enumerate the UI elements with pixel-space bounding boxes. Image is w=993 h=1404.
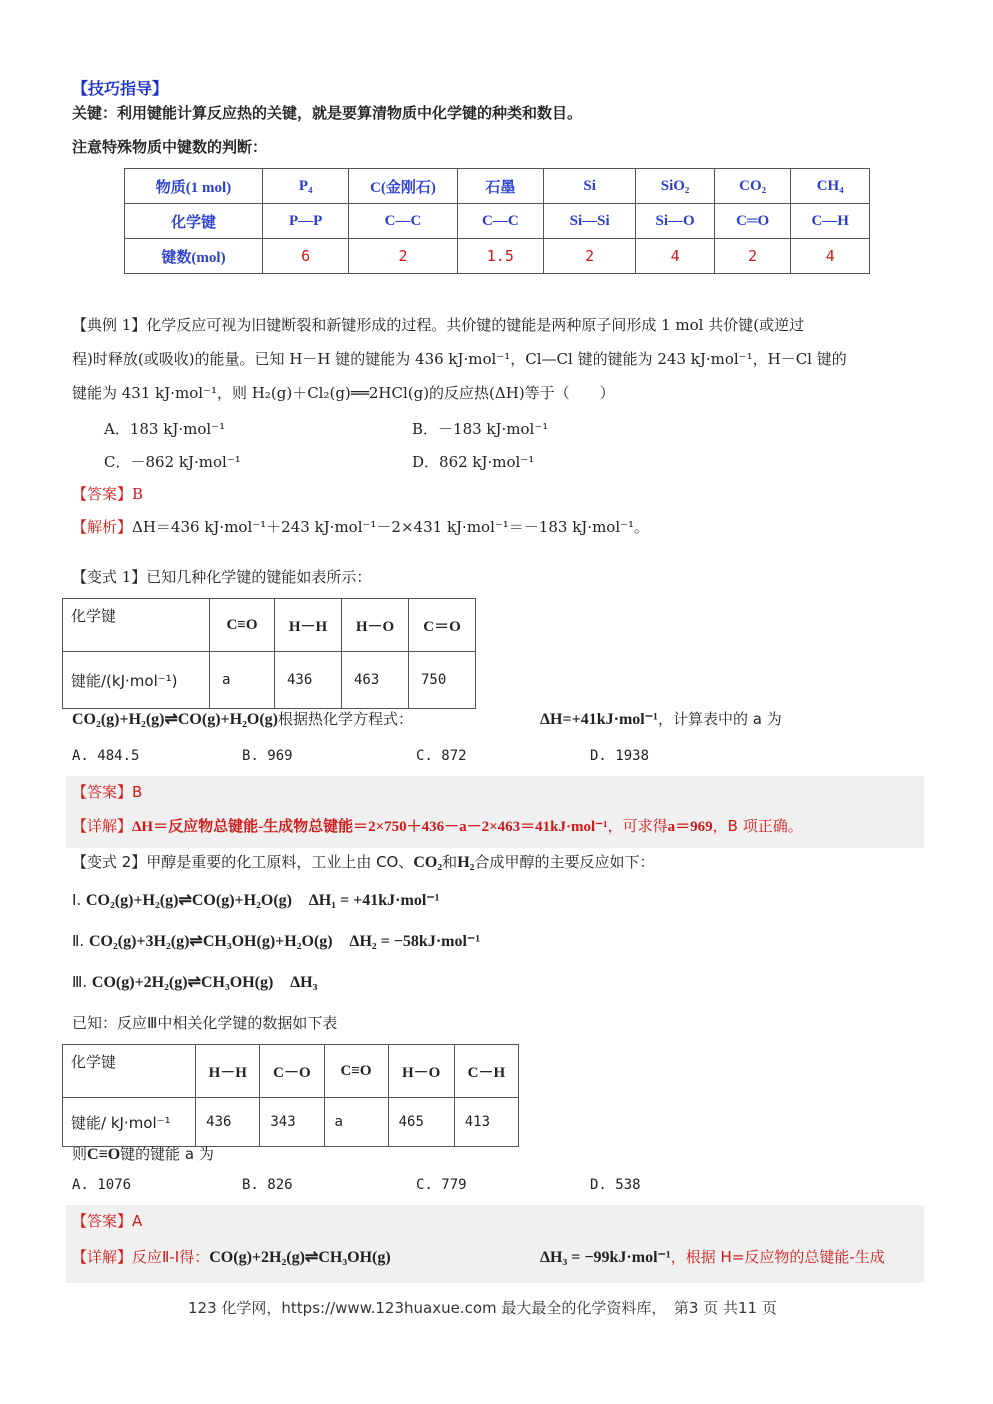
table-header-cell: H－O	[388, 1045, 454, 1098]
analysis-text: ΔH＝436 kJ·mol⁻¹＋243 kJ·mol⁻¹－2×431 kJ·mol⁻¹＝－183 kJ·mol⁻¹。	[132, 518, 650, 536]
variant1-answer	[72, 781, 142, 802]
reaction-dh: ΔH₂ = −58kJ·mol⁻¹	[349, 933, 481, 950]
table-header-cell: C≡O	[210, 599, 275, 652]
variant2-option-d: D. 538	[590, 1177, 641, 1193]
variant2-detail-dh	[540, 1246, 885, 1267]
table-cell: 413	[454, 1098, 518, 1147]
variant1-option-a: A. 484.5	[72, 748, 140, 764]
answer-value: A	[132, 1212, 143, 1230]
question-c: 键的键能 a 为	[120, 1145, 214, 1163]
example1-option-c: C．－862 kJ·mol⁻¹	[104, 453, 241, 471]
value-label-cell: 键能/ kJ·mol⁻¹	[63, 1098, 196, 1147]
table-cell: C(金刚石)	[349, 169, 457, 204]
intro-co2: CO₂	[413, 854, 443, 871]
answer-value: B	[132, 783, 143, 801]
variant2-option-c: C. 779	[416, 1177, 467, 1193]
table-header-cell: H－H	[196, 1045, 260, 1098]
example1-option-b: B．－183 kJ·mol⁻¹	[412, 420, 549, 438]
example1-option-a: A．183 kJ·mol⁻¹	[104, 420, 226, 438]
variant1-bond-energy-table	[62, 598, 476, 709]
example1-line2: 程)时释放(或吸收)的能量。已知 H－H 键的键能为 436 kJ·mol⁻¹，Cl—Cl 键的键能为 243 kJ·mol⁻¹，H－Cl 键的	[72, 350, 847, 368]
intro-h2: H₂	[457, 854, 475, 871]
table-cell: 343	[260, 1098, 324, 1147]
example1-line1: 【典例 1】化学反应可视为旧键断裂和新键形成的过程。共价键的键能是两种原子间形成 1 mol 共价键(或逆过	[72, 316, 805, 334]
detail-label: 【详解】	[72, 1248, 133, 1266]
table-cell: 2	[714, 239, 791, 274]
table-header-cell: C≡O	[324, 1045, 388, 1098]
delta-h: ΔH=+41kJ·mol⁻¹	[540, 711, 658, 728]
table-cell: P—P	[263, 204, 349, 239]
table-cell: C—H	[791, 204, 870, 239]
question-mid: 根据热化学方程式：	[278, 710, 414, 728]
detail-result: a＝969	[667, 819, 713, 835]
variant1-question	[72, 708, 413, 729]
detail-a: 反应Ⅱ-Ⅰ得：	[132, 1248, 210, 1266]
example1-option-d: D．862 kJ·mol⁻¹	[412, 453, 535, 471]
table-cell: CH₄	[791, 169, 870, 204]
page-footer: 123 化学网，https://www.123huaxue.com 最大最全的化学资料库， 第3 页 共11 页	[188, 1299, 777, 1317]
table-row	[125, 204, 870, 239]
variant2-detail	[72, 1246, 391, 1267]
reaction-label: Ⅱ.	[72, 932, 85, 950]
row-header-bond: 化学键	[125, 204, 263, 239]
variant1-answer-box	[66, 776, 924, 848]
variant1-option-d: D. 1938	[590, 748, 650, 764]
variant2-known: 已知：反应Ⅲ中相关化学键的数据如下表	[72, 1014, 338, 1032]
table-cell: 石墨	[457, 169, 543, 204]
answer-value: B	[132, 485, 144, 503]
row-header-count: 键数(mol)	[125, 239, 263, 274]
table-cell: P₄	[263, 169, 349, 204]
table-cell: Si—O	[636, 204, 715, 239]
variant2-option-a: A. 1076	[72, 1177, 132, 1193]
table-row	[63, 1098, 519, 1147]
intro-e: 合成甲醇的主要反应如下：	[474, 853, 655, 871]
example1-line3: 键能为 431 kJ·mol⁻¹，则 H₂(g)＋Cl₂(g)══2HCl(g)的反应热(ΔH)等于（ ）	[72, 384, 615, 402]
table-cell: Si	[544, 169, 636, 204]
table-header-cell: 化学键	[63, 599, 210, 652]
reaction-2	[72, 931, 480, 951]
variant2-answer-box	[66, 1205, 924, 1283]
table-row	[125, 169, 870, 204]
intro-c: 和	[442, 853, 458, 871]
reaction-dh: ΔH₁ = +41kJ·mol⁻¹	[308, 892, 440, 909]
question-end: ，计算表中的 a 为	[657, 710, 782, 728]
detail-formula: ΔH＝反应物总键能-生成物总键能＝2×750＋436－a－2×463＝41kJ·mol⁻¹	[132, 819, 608, 835]
table-cell: 436	[196, 1098, 260, 1147]
detail-equation: CO(g)+2H₂(g)⇌CH₃OH(g)	[209, 1249, 391, 1266]
reaction-equation: CO₂(g)+3H₂(g)⇌CH₃OH(g)+H₂O(g)	[88, 933, 333, 950]
table-cell: 2	[349, 239, 457, 274]
detail-label: 【详解】	[72, 817, 133, 835]
table-cell: 750	[409, 652, 476, 709]
detail-end: ，B 项正确。	[712, 817, 803, 835]
answer-label: 【答案】	[72, 1212, 133, 1230]
table-row	[63, 652, 476, 709]
table-header-cell: C－H	[454, 1045, 518, 1098]
row-header-substance: 物质(1 mol)	[125, 169, 263, 204]
table-header-cell: H－H	[275, 599, 342, 652]
variant2-question	[72, 1143, 214, 1164]
table-cell: 463	[342, 652, 409, 709]
table-row	[63, 599, 476, 652]
table-header-cell: C－O	[260, 1045, 324, 1098]
detail-mid: ，可求得	[607, 817, 668, 835]
table-header-cell: C＝O	[409, 599, 476, 652]
variant1-intro: 【变式 1】已知几种化学键的键能如表所示：	[72, 568, 372, 586]
table-header-cell: 化学键	[63, 1045, 196, 1098]
example1-answer	[72, 483, 143, 504]
table-cell: 4	[791, 239, 870, 274]
question-a: 则	[72, 1145, 88, 1163]
table-row	[125, 239, 870, 274]
reaction-label: Ⅲ.	[72, 973, 88, 991]
table-cell: 1.5	[457, 239, 543, 274]
example1-analysis	[72, 516, 649, 537]
variant1-dh	[540, 708, 782, 729]
table-cell: SiO₂	[636, 169, 715, 204]
tips-key-line: 关键：利用键能计算反应热的关键，就是要算清物质中化学键的种类和数目。	[72, 104, 583, 122]
tips-heading: 【技巧指导】	[72, 79, 169, 98]
table-cell: 2	[544, 239, 636, 274]
variant1-option-b: B. 969	[242, 748, 293, 764]
table-cell: 4	[636, 239, 715, 274]
table-cell: C═O	[714, 204, 791, 239]
reaction-equation: CO₂(g)+H₂(g)⇌CO(g)+H₂O(g)	[85, 892, 292, 909]
table-cell: C—C	[349, 204, 457, 239]
variant1-option-c: C. 872	[416, 748, 467, 764]
variant2-answer	[72, 1210, 142, 1231]
answer-label: 【答案】	[72, 485, 133, 503]
variant1-detail	[72, 815, 803, 836]
value-label-cell: 键能/(kJ·mol⁻¹)	[63, 652, 210, 709]
table-cell: C—C	[457, 204, 543, 239]
equation: CO₂(g)+H₂(g)⇌CO(g)+H₂O(g)	[72, 711, 278, 728]
table-row	[63, 1045, 519, 1098]
detail-end: ，根据 H=反应物的总键能-生成	[670, 1248, 885, 1266]
analysis-label: 【解析】	[72, 518, 133, 536]
reaction-3	[72, 972, 317, 992]
question-bond: C≡O	[87, 1146, 121, 1163]
detail-dh: ΔH₃ = −99kJ·mol⁻¹	[540, 1249, 671, 1266]
table-cell: Si—Si	[544, 204, 636, 239]
table-cell: 6	[263, 239, 349, 274]
answer-label: 【答案】	[72, 783, 133, 801]
intro-a: 【变式 2】甲醇是重要的化工原料，工业上由 CO、	[72, 853, 414, 871]
table-cell: a	[324, 1098, 388, 1147]
reaction-dh: ΔH₃	[290, 974, 318, 991]
bond-count-table	[124, 168, 870, 274]
table-cell: a	[210, 652, 275, 709]
variant2-intro	[72, 851, 654, 872]
table-cell: 436	[275, 652, 342, 709]
tips-note-line: 注意特殊物质中键数的判断：	[72, 138, 268, 156]
table-cell: CO₂	[714, 169, 791, 204]
reaction-label: Ⅰ.	[72, 891, 82, 909]
table-header-cell: H－O	[342, 599, 409, 652]
reaction-equation: CO(g)+2H₂(g)⇌CH₃OH(g)	[91, 974, 274, 991]
variant2-option-b: B. 826	[242, 1177, 293, 1193]
variant2-bond-energy-table	[62, 1044, 519, 1147]
table-cell: 465	[388, 1098, 454, 1147]
reaction-1	[72, 890, 440, 910]
